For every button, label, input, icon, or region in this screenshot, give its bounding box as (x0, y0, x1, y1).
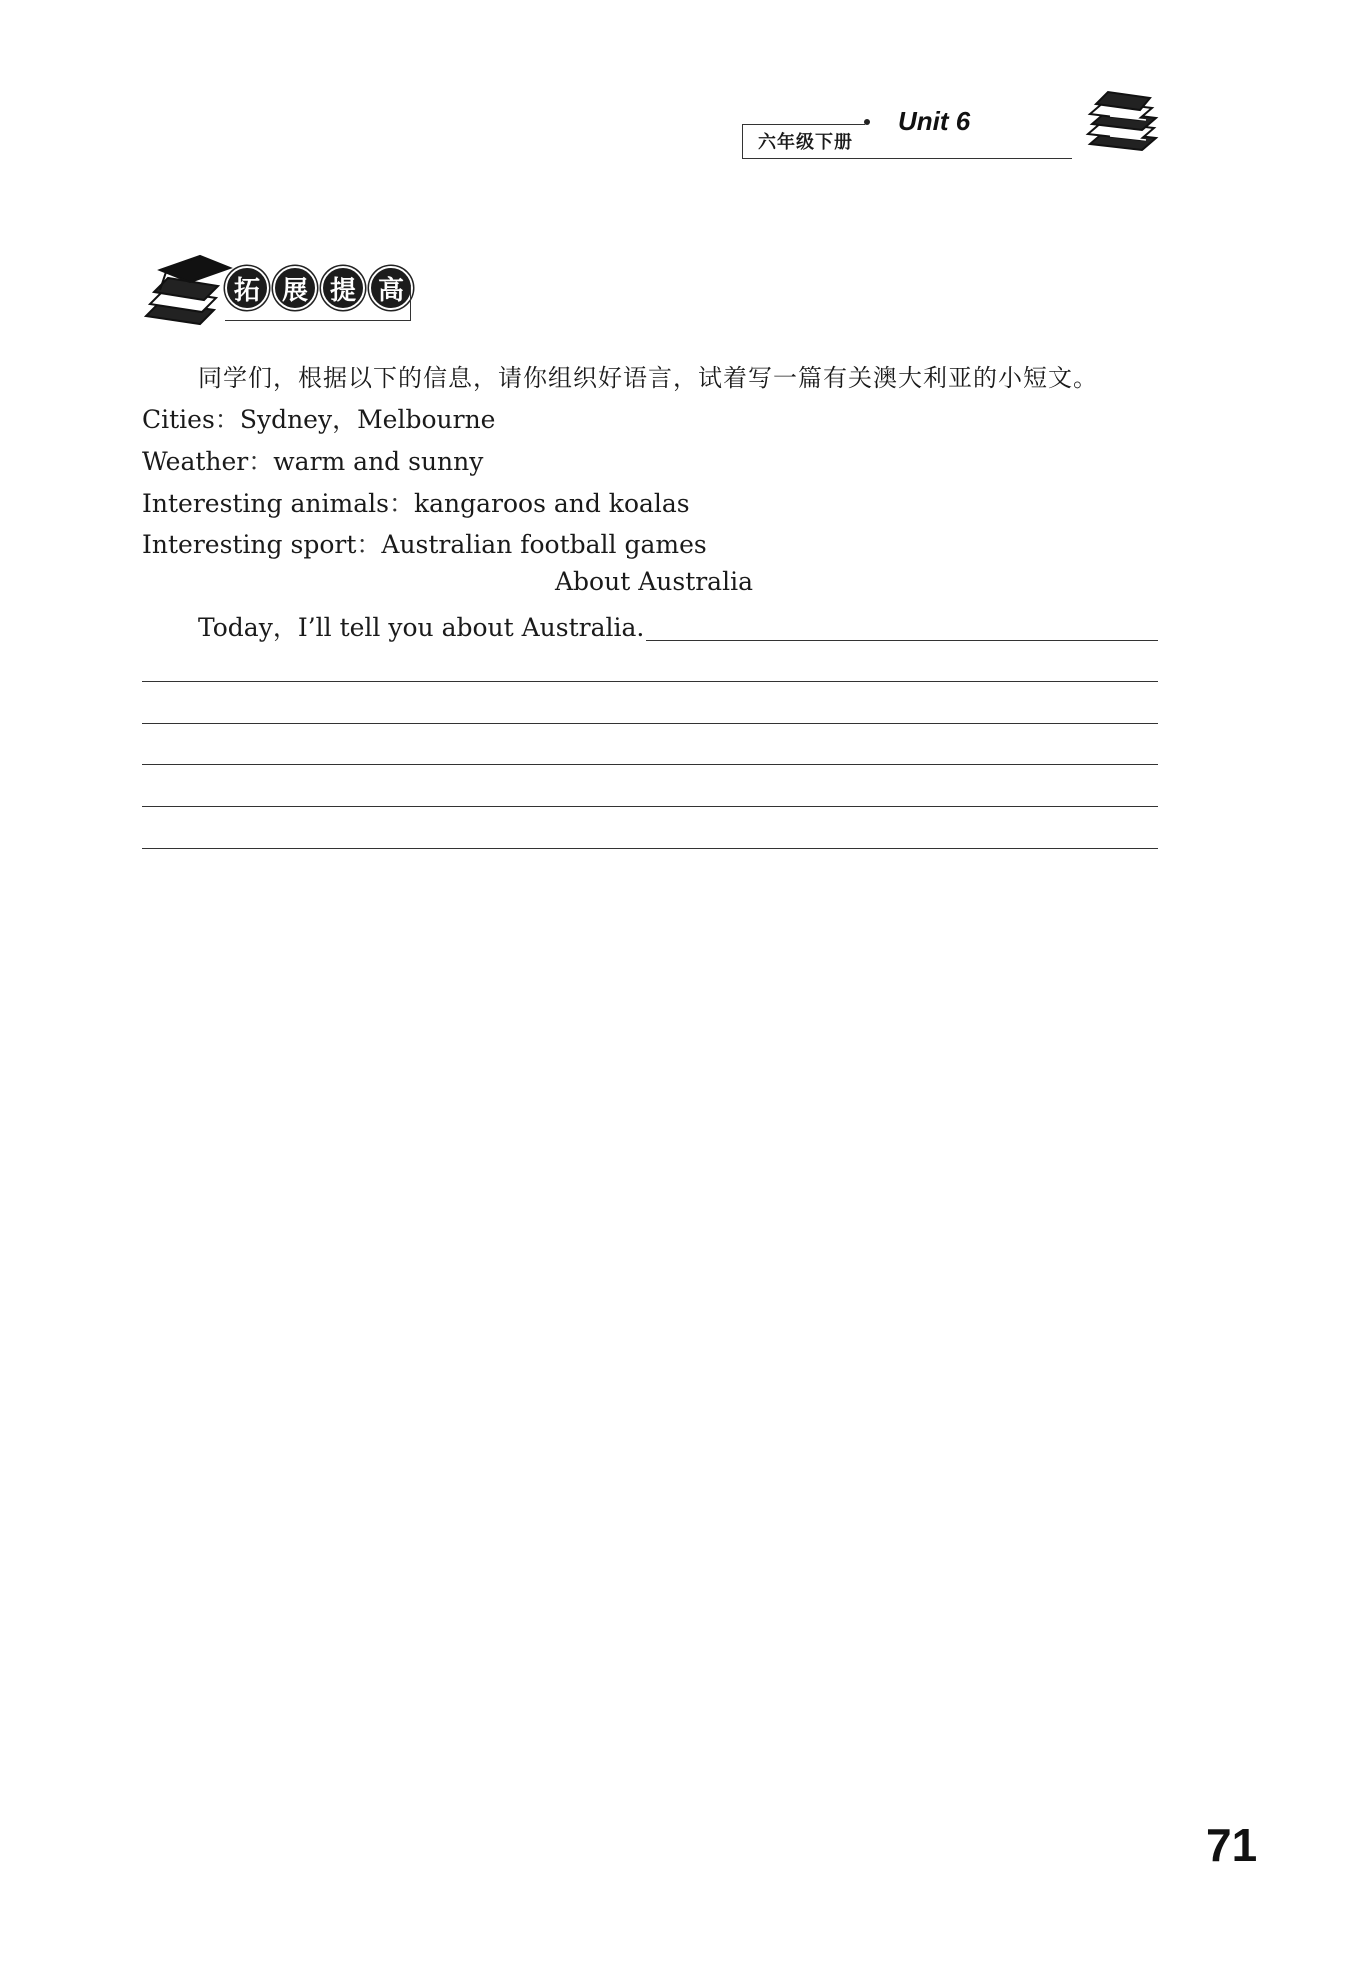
header-dot (864, 119, 870, 125)
section-title (225, 266, 413, 310)
info-value: Australian football games (381, 530, 707, 559)
info-line-animals: Interesting animals：kangaroos and koalas (142, 489, 690, 518)
info-value: Sydney，Melbourne (239, 405, 496, 434)
info-line-cities: Cities：Sydney，Melbourne (142, 405, 496, 434)
books-icon (1080, 88, 1160, 160)
section-char: 拓 (225, 266, 269, 310)
info-label: Weather (142, 447, 249, 476)
info-label: Cities (142, 405, 215, 434)
section-char: 提 (321, 266, 365, 310)
essay-title: About Australia (555, 567, 753, 596)
info-value: kangaroos and koalas (413, 489, 690, 518)
instruction-text: 同学们，根据以下的信息，请你组织好语言，试着写一篇有关澳大利亚的小短文。 (198, 364, 1098, 392)
banner-underline (225, 320, 411, 321)
writing-line[interactable] (142, 723, 1158, 724)
info-line-weather: Weather：warm and sunny (142, 447, 484, 476)
writing-line[interactable] (142, 806, 1158, 807)
header-rule (742, 158, 1072, 159)
section-char: 展 (273, 266, 317, 310)
writing-line[interactable] (646, 640, 1158, 641)
writing-line[interactable] (142, 764, 1158, 765)
page-number: 71 (1206, 1819, 1258, 1871)
info-value: warm and sunny (273, 447, 484, 476)
essay-opening: Today，I’ll tell you about Australia. (198, 613, 645, 642)
unit-label: Unit 6 (898, 106, 971, 136)
section-char: 高 (369, 266, 413, 310)
grade-label: 六年级下册 (758, 132, 853, 153)
info-label: Interesting animals (142, 489, 389, 518)
writing-line[interactable] (142, 848, 1158, 849)
writing-line[interactable] (142, 681, 1158, 682)
info-line-sport: Interesting sport：Australian football games (142, 530, 707, 559)
info-label: Interesting sport (142, 530, 357, 559)
banner-tick (410, 285, 411, 321)
